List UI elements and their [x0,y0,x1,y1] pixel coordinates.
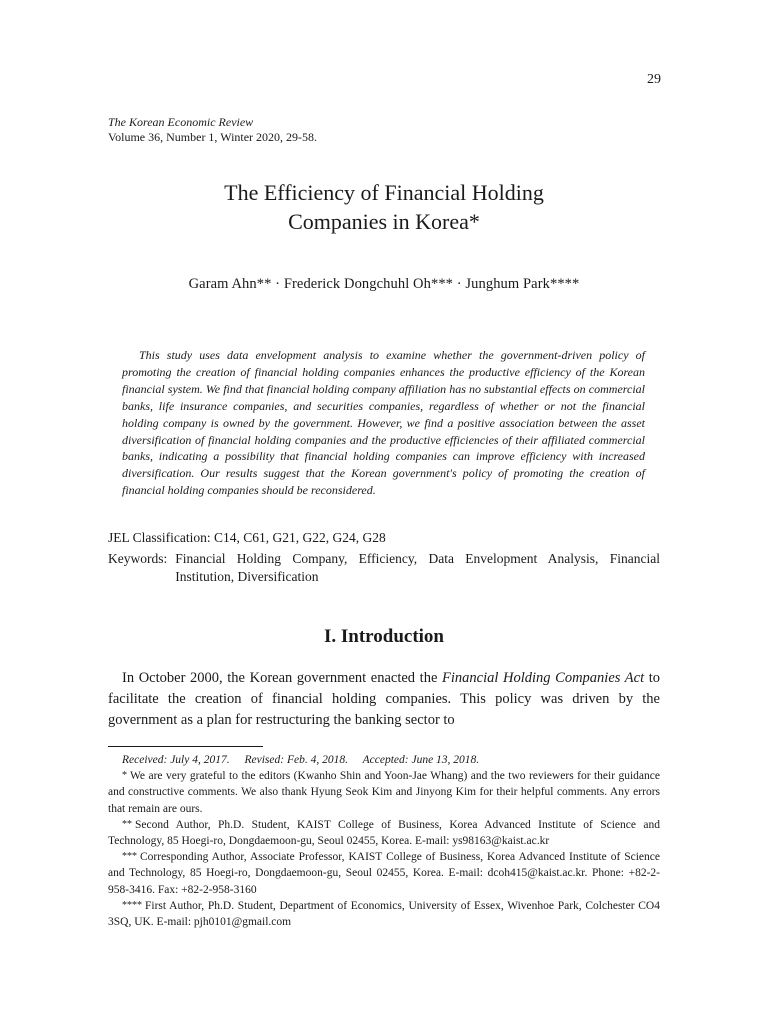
footnote-first-author [108,898,660,930]
accepted-date: Accepted: June 13, 2018. [362,754,480,766]
footnotes [108,752,660,930]
intro-text-after: to facilitate the creation of financial holding companies. This policy was driven by the government as a plan for restructuring the banking sector to [108,670,661,728]
revised-date: Revised: Feb. 4, 2018. [244,754,348,766]
footnote-mark: * [122,770,127,782]
section-heading: I. Introduction [323,626,444,647]
footnote-text: First Author, Ph.D. Student, Department of Economics, University of Essex, Wivenhoe Park, Colchester CO4 3SQ, UK. E-mail: pjh0101@gmail.com [108,899,660,929]
footnote-mark: *** [122,851,137,863]
received-dates [108,752,660,768]
journal-volume: Volume 36, Number 1, Winter 2020, 29-58. [108,130,318,144]
journal-header [108,115,317,145]
intro-paragraph [108,668,660,731]
author-list: Garam Ahn** · Frederick Dongchuhl Oh*** · Junghum Park**** [188,276,580,292]
intro-text-before: In October 2000, the Korean government enacted the [122,670,443,686]
keywords-label: Keywords: [108,551,168,566]
page-number: 29 [647,72,661,87]
footnote-text: We are very grateful to the editors (Kwanho Shin and Yoon-Jae Whang) and the two reviewers for their guidance and constructive comments. We also thank Hyung Seok Kim and Jinyong Kim for their helpful comments. Any errors that remain are ours. [108,770,660,815]
keywords-value: Financial Holding Company, Efficiency, Data Envelopment Analysis, Financial Institution, Diversification [175,551,660,584]
abstract: This study uses data envelopment analysis to examine whether the government-driven policy of promoting the creation of financial holding companies enhances the productive efficiency of the Korean financial system. We find that financial holding company affiliation has no substantial effects on commercial banks, life insurance companies, and securities companies, regardless of whether or not the financial holding company is owned by the government. However, we find a positive association between the asset diversification of financial holding companies and the productive efficiencies of their affiliated commercial banks, indicating a possibility that financial holding companies can improve efficiency with increased diversification. Our results suggest that the Korean government's policy of promoting the creation of financial holding companies should be reconsidered. [122,348,645,498]
footnote-acknowledgement [108,768,660,817]
footnote-mark: **** [122,899,142,911]
journal-name: The Korean Economic Review [108,115,254,129]
footnote-corresponding-author [108,849,660,898]
title-line-2: Companies in Korea* [288,209,480,234]
footnote-mark: ** [122,818,132,830]
paper-title [0,178,768,236]
footnote-text: Corresponding Author, Associate Professor, KAIST College of Business, Korea Advanced Institute of Science and Technology, 85 Hoegi-ro, Dongdaemoon-gu, Seoul 02455, Korea. E-mail: dcoh415@kaist.ac.kr. Phone: +82-2-958-3416. Fax: +82-2-958-3160 [108,851,660,896]
jel-classification: JEL Classification: C14, C61, G21, G22, G24, G28 [108,530,386,545]
footnote-text: Second Author, Ph.D. Student, KAIST College of Business, Korea Advanced Institute of Science and Technology, 85 Hoegi-ro, Dongdaemoon-gu, Seoul 02455, Korea. E-mail: ys98163@kaist.ac.kr [108,818,660,848]
title-line-1: The Efficiency of Financial Holding [224,180,544,205]
keywords [108,550,660,586]
intro-act-title: Financial Holding Companies Act [442,670,645,686]
received-date: Received: July 4, 2017. [122,754,230,766]
footnote-second-author [108,817,660,849]
footnote-rule [108,746,263,747]
